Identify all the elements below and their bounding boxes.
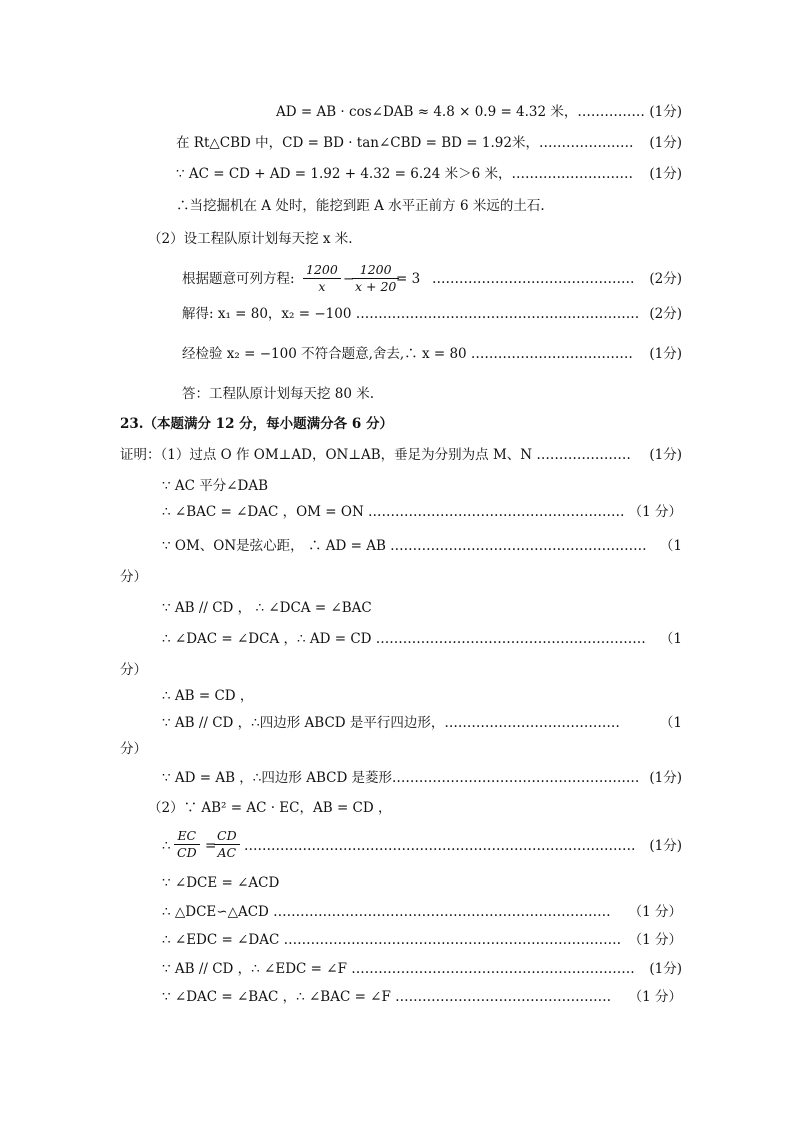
heading-text: 23.（本题满分 12 分，每小题满分各 6 分） <box>120 416 393 432</box>
line-text: 分） <box>120 569 147 585</box>
line-text: ∴ AB = CD ， <box>162 688 254 704</box>
line-wrap <box>0 566 794 588</box>
fraction-denominator: AC <box>217 845 237 860</box>
fraction-1-numerator: 1200 <box>303 262 341 279</box>
score-mark: (1分) <box>649 166 682 182</box>
line-angle-f <box>0 958 794 980</box>
fraction-2 <box>352 262 399 295</box>
minus-sign: − <box>343 271 355 287</box>
fraction-numerator: EC <box>174 828 200 845</box>
line-equation <box>0 262 794 296</box>
line-text: （2）设工程队原计划每天挖 x 米. <box>148 231 353 247</box>
line-parallel <box>0 597 794 619</box>
equation-prefix: 根据题意可列方程: <box>182 271 295 287</box>
fraction-numerator: CD <box>214 828 240 845</box>
line-angle-edc <box>0 929 794 951</box>
line-text: ∵ AB // CD ， ∴ ∠DCA = ∠BAC <box>162 600 372 616</box>
line-angle-eq <box>0 501 794 523</box>
line-similar <box>0 901 794 923</box>
score-mark: （1 <box>659 631 682 647</box>
equals-sign: = <box>205 838 217 854</box>
line-ab-cd <box>0 685 794 707</box>
line-text: ∴ ∠DAC = ∠DCA ，∴ AD = CD …………………………………………………… <box>162 631 646 647</box>
line-wrap <box>0 738 794 760</box>
line-solution <box>0 303 794 325</box>
line-parallelogram <box>0 712 794 734</box>
score-mark: (2分) <box>649 271 682 287</box>
score-mark: (1分) <box>649 135 682 151</box>
score-mark: (1分) <box>649 770 682 786</box>
line-ac-sum <box>0 163 794 185</box>
line-text: 经检验 x₂ = −100 不符合题意,舍去,∴ x = 80 ……………………………… <box>182 346 633 362</box>
line-ratio <box>0 828 794 864</box>
fraction-cd-ac <box>214 828 240 861</box>
line-check <box>0 343 794 365</box>
line-wrap <box>0 659 794 681</box>
fraction-2-denominator: x + 20 <box>355 279 397 294</box>
score-mark: （1 <box>659 538 682 554</box>
line-angle-dce <box>0 872 794 894</box>
fraction-denominator: CD <box>177 845 197 860</box>
score-mark: (1分) <box>649 961 682 977</box>
line-text: ∵ AB // CD ，∴ ∠EDC = ∠F ……………………………………………………… <box>162 961 635 977</box>
score-mark: （1 分） <box>628 504 682 520</box>
line-text: ∴ ∠BAC = ∠DAC ，OM = ON ………………………………………………… <box>162 504 625 520</box>
line-text: ∴ ∠EDC = ∠DAC ………………………………………………………………… <box>162 932 622 948</box>
score-mark: （1 <box>659 715 682 731</box>
line-answer <box>0 383 794 405</box>
score-mark: (2分) <box>649 306 682 322</box>
line-text: ∵ ∠DCE = ∠ACD <box>162 875 280 891</box>
line-bisect <box>0 475 794 497</box>
score-mark: (1分) <box>649 838 682 854</box>
question-23-heading <box>0 413 794 435</box>
line-proof-start <box>0 444 794 466</box>
line-rhombus <box>0 767 794 789</box>
line-text: ∵ AD = AB ，∴四边形 ABCD 是菱形.……………………………………………… <box>162 770 640 786</box>
score-mark: （1 分） <box>628 904 682 920</box>
leader-dots: …………………………………………………………………………… <box>244 838 636 854</box>
line-text: 分） <box>120 662 147 678</box>
line-text: ∵ ∠DAC = ∠BAC ，∴ ∠BAC = ∠F ………………………………………… <box>162 989 612 1005</box>
therefore-sign: ∴ <box>162 838 171 854</box>
line-text: ∴当挖掘机在 A 处时，能挖到距 A 水平正前方 6 米远的土石. <box>176 198 545 214</box>
line-text: 证明：（1）过点 O 作 OM⊥AD，ON⊥AB，垂足为分别为点 M、N ………………… <box>120 447 631 463</box>
score-mark: （1 分） <box>628 932 682 948</box>
line-text: ∵ AB // CD ，∴四边形 ABCD 是平行四边形，………………………………… <box>162 715 620 731</box>
line-text: 在 Rt△CBD 中，CD = BD · tan∠CBD = BD = 1.92米，………………… <box>176 135 634 151</box>
fraction-2-numerator: 1200 <box>352 262 399 279</box>
fraction-ec-cd <box>174 828 200 861</box>
line-chord-distance <box>0 535 794 557</box>
line-conclusion-1 <box>0 195 794 217</box>
fraction-1-denominator: x <box>318 279 326 294</box>
line-text: ∴ △DCE∽△ACD ………………………………………………………………… <box>162 904 611 920</box>
line-text: 答：工程队原计划每天挖 80 米. <box>182 386 375 402</box>
line-text: ∵ AC 平分∠DAB <box>162 478 269 494</box>
line-part2-setup <box>0 228 794 250</box>
score-mark: (1分) <box>649 346 682 362</box>
line-text: 解得: x₁ = 80，x₂ = −100 ……………………………………………………… <box>182 306 640 322</box>
score-mark: (1分) <box>649 104 682 120</box>
line-text: AD = AB · cos∠DAB ≈ 4.8 × 0.9 = 4.32 米，…………… <box>276 104 645 120</box>
line-cd-tan <box>0 132 794 154</box>
line-angle-bac <box>0 986 794 1008</box>
line-ad-cos <box>0 101 794 123</box>
line-text: ∵ OM、ON是弦心距， ∴ AD = AB ………………………………………………… <box>162 538 647 554</box>
equation-rhs: = 3 <box>396 271 421 287</box>
score-mark: （1 分） <box>628 989 682 1005</box>
fraction-1 <box>303 262 341 295</box>
line-text: 分） <box>120 741 147 757</box>
score-mark: (1分) <box>649 447 682 463</box>
line-text: ∵ AC = CD + AD = 1.92 + 4.32 = 6.24 米＞6 米，……………………… <box>176 166 634 182</box>
line-ad-cd <box>0 628 794 650</box>
line-part2-given <box>0 797 794 819</box>
line-text: （2）∵ AB² = AC · EC，AB = CD ， <box>148 800 392 816</box>
leader-dots: ……………………………………… <box>432 271 635 287</box>
